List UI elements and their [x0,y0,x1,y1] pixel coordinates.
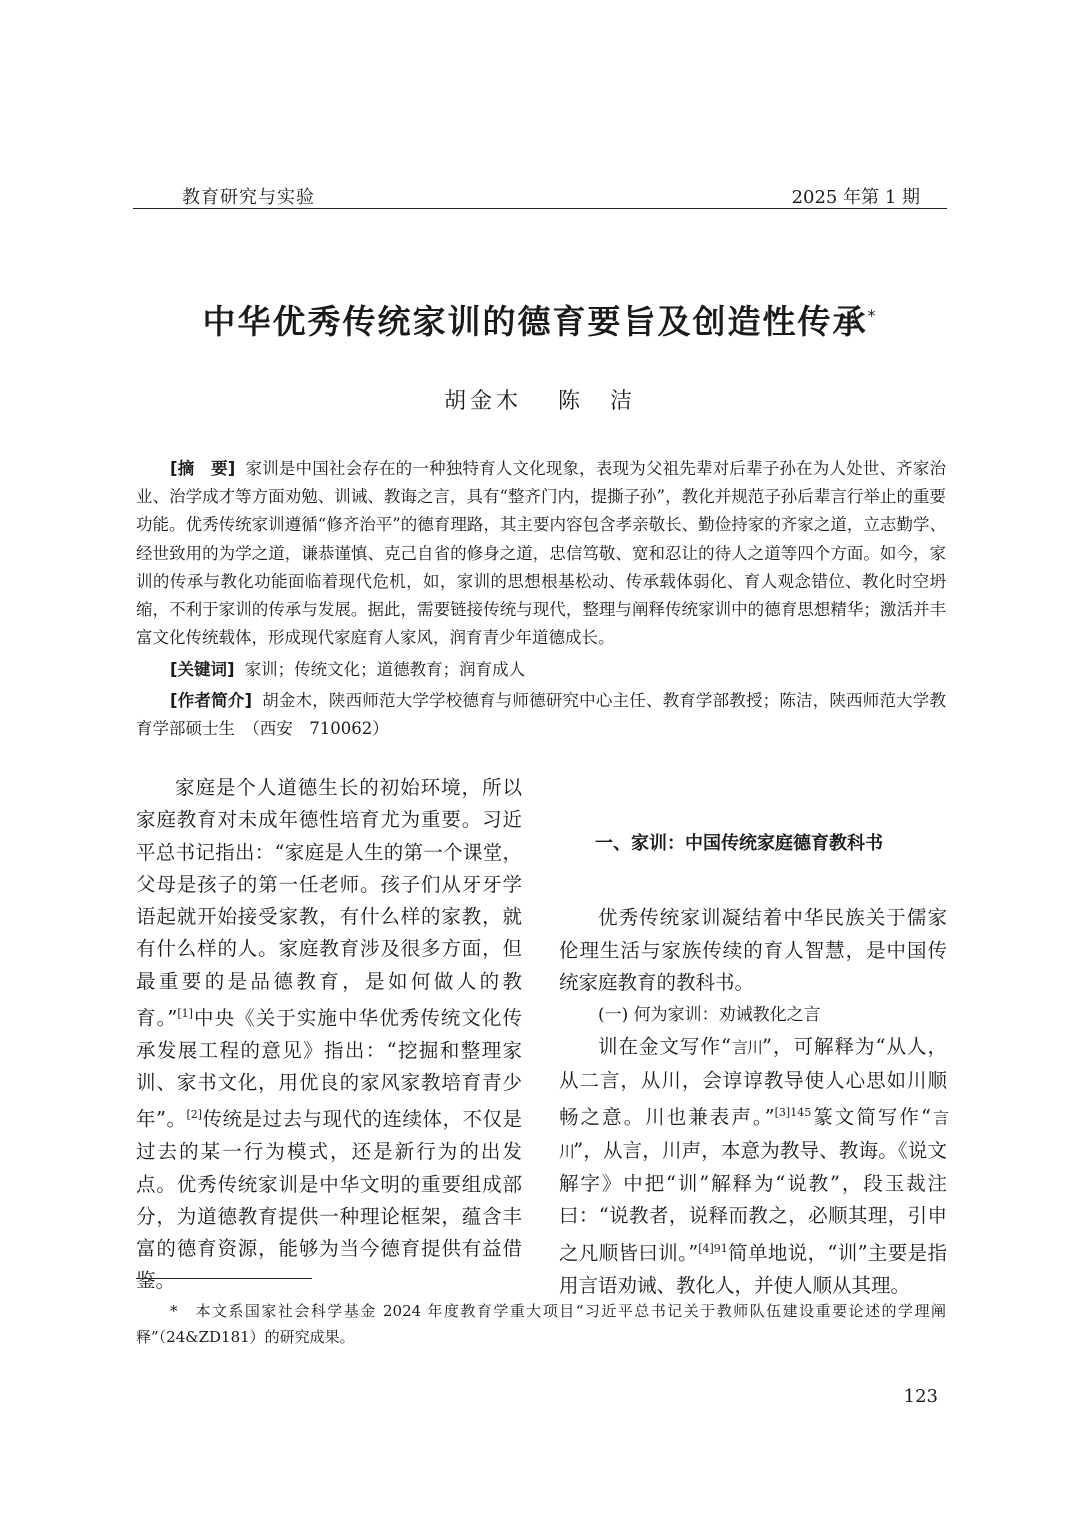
citation-4[interactable]: [4]91 [698,1241,728,1255]
intro-text-3: 传统是过去与现代的连续体，不仅是过去的某一行为模式，还是新行为的出发点。优秀传统家训是中华文明的重要组成部分，为道德教育提供一种理论框架，蕴含丰富的德育资源，能够为当今德育提供有益借鉴。 [136,1107,522,1293]
author-info-label: [作者简介] [170,690,252,710]
title-footnote-mark: * [867,306,878,325]
abstract-block [136,455,946,743]
author-info [136,687,946,743]
para2-text-1: 训在金文写作“ [598,1035,731,1059]
author-info-text: 胡金木，陕西师范大学学校德育与师德研究中心主任、教育学部教授；陈洁，陕西师范大学教育学部硕士生 （西安 710062） [136,690,946,738]
intro-text-1: 家庭是个人道德生长的初始环境，所以家庭教育对未成年德性培育尤为重要。习近平总书记指出：“家庭是人生的第一个课堂，父母是孩子的第一任老师。孩子们从牙牙学语起就开始接受家教，有什么样的家教，就有什么样的人。家庭教育涉及很多方面，但最重要的是品德教育，是如何做人的教育。” [136,776,522,1030]
footnote-text: 本文系国家社会科学基金 2024 年度教育学重大项目“习近平总书记关于教师队伍建设重要论述的学理阐释”（24&ZD181）的研究成果。 [136,1302,946,1346]
intro-text-2: 中央《关于实施中华优秀传统文化传承发展工程的意见》指出：“挖掘和整理家训、家书文化，用优良的家风家教培育青少年”。 [136,1006,522,1131]
para2-text-4: ”，从言，川声，本意为教导、教诲。《说文解字》中把“训”解释为“说教”，段玉裁注曰：“说教者，说释而教之，必顺其理，引申之凡顺皆曰训。” [559,1138,947,1265]
abstract [136,455,946,652]
citation-1[interactable]: [1] [177,1007,193,1021]
footnote-mark: * [170,1302,178,1320]
para2-text-5: 简单地说，“训”主要是指用言语劝诫、教化人，并使人顺从其理。 [559,1241,947,1297]
keywords [136,656,946,684]
author-2: 陈 洁 [558,389,637,414]
para2-text-2: ”，可解释为“从人，从二言，从川，会谆谆教导使人心思如川顺畅之意。川也兼表声。” [559,1035,947,1129]
citation-2[interactable]: [2] [186,1108,203,1122]
keywords-text: 家训；传统文化；道德教育；润育成人 [244,660,526,680]
subsection-heading: (一) 何为家训：劝诫教化之言 [598,1005,821,1026]
header-rule [133,208,947,209]
section-paragraph-2 [559,1031,947,1301]
section-paragraph-1: 优秀传统家训凝结着中华民族关于儒家伦理生活与家族传续的育人智慧，是中国传统家庭教育的教科书。 [559,906,947,994]
page-number: 123 [903,1386,938,1407]
footnote-rule [136,1278,312,1279]
abstract-text: 家训是中国社会存在的一种独特育人文化现象，表现为父祖先辈对后辈子孙在为人处世、齐家治业、治学成才等方面劝勉、训诫、教诲之言，具有“整齐门内，提撕子孙”，教化并规范子孙后辈言行举止的重要功能。优秀传统家训遵循“修齐治平”的德育理路，其主要内容包含孝亲敬长、勤俭持家的齐家之道，立志勤学、经世致用的为学之道，谦恭谨慎、克己自省的修身之道，忠信笃敬、宽和忍让的待人之道等四个方面。如今，家训的传承与教化功能面临着现代危机，如，家训的思想根基松动、传承载体弱化、育人观念错位、教化时空坍缩，不利于家训的传承与发展。据此，需要链接传统与现代，整理与阐释传统家训中的德育思想精华；激活并丰富文化传统载体，形成现代家庭育人家风，润育青少年道德成长。 [136,459,947,648]
body-left-column [136,772,522,1298]
issue-number: 2025 年第 1 期 [791,187,920,208]
keywords-label: [关键词] [170,660,235,680]
body-right-column [559,828,947,1302]
section-heading: 一、家训：中国传统家庭德育教科书 [595,833,883,854]
seal-script-glyph: 言川 [559,1108,947,1161]
intro-paragraph [136,772,522,1298]
author-1: 胡金木 [443,389,522,414]
article-title [120,296,960,343]
bronze-script-glyph: 言川 [731,1038,763,1058]
author-list [120,384,960,415]
footnote [136,1298,946,1350]
citation-3[interactable]: [3]145 [774,1106,812,1120]
title-text: 中华优秀传统家训的德育要旨及创造性传承 [202,302,868,341]
journal-name: 教育研究与实验 [182,187,315,208]
para2-text-3: 篆文简写作“ [811,1105,931,1129]
abstract-label: [摘 要] [170,459,236,478]
